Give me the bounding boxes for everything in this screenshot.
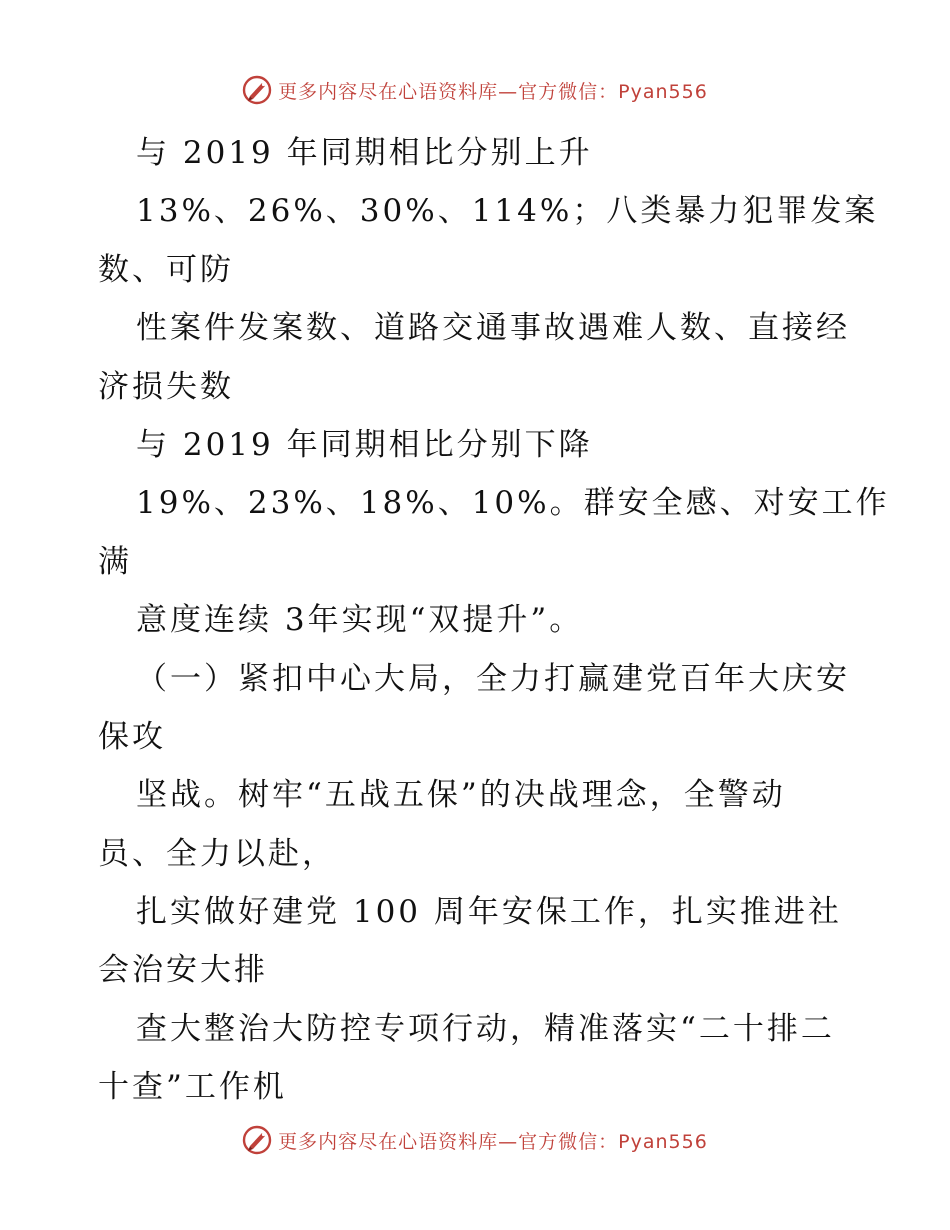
pen-logo-icon <box>242 1125 272 1155</box>
footer-banner-text: 更多内容尽在心语资料库—官方微信：Pyan556 <box>278 1130 708 1153</box>
text-line: 满 <box>98 543 132 580</box>
text-line: 扎实做好建党 100 周年安保工作，扎实推进社 <box>136 894 842 931</box>
header-banner-text: 更多内容尽在心语资料库—官方微信：Pyan556 <box>278 80 708 103</box>
text-line: 坚战。树牢“五战五保”的决战理念，全警动 <box>136 777 786 814</box>
text-line: （一）紧扣中心大局，全力打赢建党百年大庆安 <box>136 660 850 697</box>
footer-banner <box>0 1120 950 1160</box>
text-line: 数、可防 <box>98 251 234 288</box>
text-line: 与 2019 年同期相比分别上升 <box>136 135 593 171</box>
text-line: 与 2019 年同期相比分别下降 <box>136 426 593 463</box>
text-line: 查大整治大防控专项行动，精准落实“二十排二 <box>136 1010 835 1047</box>
text-line: 员、全力以赴， <box>98 835 336 872</box>
pen-logo-icon <box>242 75 272 105</box>
text-line: 会治安大排 <box>98 952 268 989</box>
text-line: 13%、26%、30%、114%；八类暴力犯罪发案 <box>136 193 879 230</box>
header-banner <box>0 70 950 110</box>
document-body <box>98 124 890 1117</box>
text-line: 济损失数 <box>98 368 234 405</box>
text-line: 保攻 <box>98 718 166 755</box>
text-line: 十查”工作机 <box>98 1069 287 1106</box>
text-line: 意度连续 3年实现“双提升”。 <box>136 602 584 639</box>
text-line: 性案件发案数、道路交通事故遇难人数、直接经 <box>136 310 850 347</box>
text-line: 19%、23%、18%、10%。群安全感、对安工作 <box>136 485 890 522</box>
